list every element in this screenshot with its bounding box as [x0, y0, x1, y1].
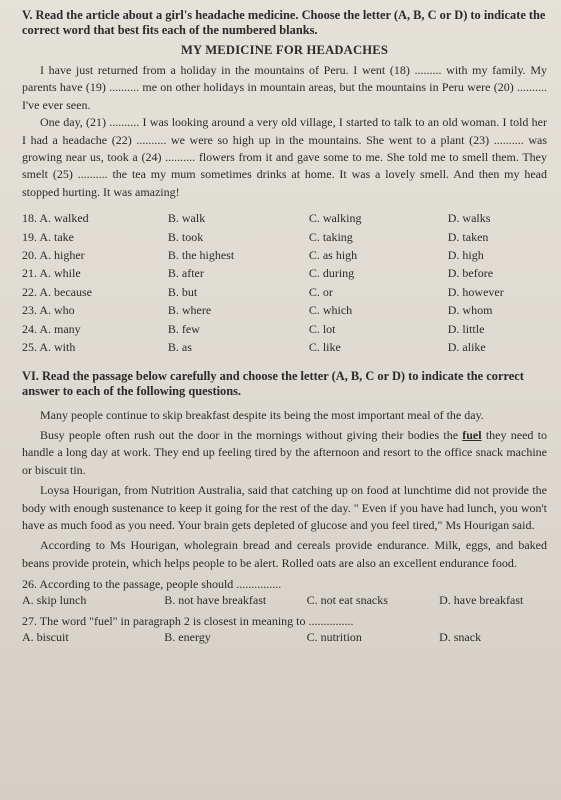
option-d[interactable]: D. taken: [447, 229, 489, 244]
option-a[interactable]: 21. A. while: [22, 266, 81, 281]
option-a[interactable]: 22. A. because: [22, 284, 92, 299]
passage-paragraph-4: According to Ms Hourigan, wholegrain bread and cereals provide endurance. Milk, eggs, and baked beans provide protein, which helps people to be alert. Rolled oats are also an excellent endurance food.: [22, 538, 547, 570]
option-b[interactable]: B. took: [167, 229, 204, 244]
option-row-18: [22, 209, 547, 227]
option-c[interactable]: C. as high: [308, 248, 358, 263]
option-row-25: [22, 338, 547, 356]
option-row-24: [22, 320, 547, 338]
option-row-19: [22, 228, 547, 246]
option-a[interactable]: 24. A. many: [22, 321, 81, 336]
option-c[interactable]: C. like: [308, 340, 341, 355]
section-5-instruction: V. Read the article about a girl's headache medicine. Choose the letter (A, B, C or D) to indicate the correct word that best fits each of the numbered blanks.: [22, 8, 546, 37]
option-c[interactable]: C. or: [308, 284, 333, 299]
option-b[interactable]: B. few: [167, 321, 200, 336]
option-a[interactable]: 18. A. walked: [22, 211, 89, 226]
option-d[interactable]: D. before: [447, 266, 494, 281]
passage-paragraph-2-start: Busy people often rush out the door in the mornings without giving their bodies the: [40, 427, 463, 442]
passage-paragraph-1: Many people continue to skip breakfast despite its being the most important meal of the day.: [40, 407, 484, 422]
option-row-22: [22, 283, 547, 301]
reading-passage: [22, 407, 547, 573]
option-row-23: [22, 301, 547, 319]
answer-d[interactable]: D. have breakfast: [439, 593, 524, 608]
underlined-word-fuel: fuel: [462, 427, 482, 442]
option-c[interactable]: C. taking: [308, 229, 353, 244]
option-a[interactable]: 25. A. with: [22, 340, 76, 355]
passage-paragraph-2-end: they need to handle a long day at work. They end up feeling tired by the afternoon and resort to the office snack machine or biscuit tin.: [22, 427, 547, 477]
answer-a[interactable]: A. biscuit: [22, 630, 69, 645]
option-b[interactable]: B. after: [167, 266, 204, 281]
option-d[interactable]: D. however: [447, 284, 504, 299]
answer-b[interactable]: B. energy: [164, 630, 211, 645]
question-26: 26. According to the passage, people should ...............: [22, 577, 282, 592]
question-26-answers: [22, 592, 547, 609]
answer-d[interactable]: D. snack: [439, 630, 482, 645]
article-title: MY MEDICINE FOR HEADACHES: [180, 43, 389, 57]
article-paragraph-2: One day, (21) .......... I was looking around a very old village, I started to talk to an old woman. I told her I had a headache (22) .......... we were so high up in the mountains. She went to a plant (23) .......... was growing near us, took a (24) .......... flowers from it and gave some to me. She told me to smell them. They smelt (25) .......... the tea my mum sometimes drinks at home. It was a lovely smell. And then my head stopped hurting. It was amazing!: [22, 115, 547, 199]
option-b[interactable]: B. but: [167, 284, 198, 299]
option-a[interactable]: 23. A. who: [22, 303, 75, 318]
option-row-21: [22, 264, 547, 282]
answer-c[interactable]: C. nutrition: [306, 630, 362, 645]
passage-paragraph-2: [22, 427, 547, 479]
option-b[interactable]: B. where: [167, 303, 212, 318]
option-a[interactable]: 19. A. take: [22, 229, 74, 244]
option-d[interactable]: D. alike: [447, 340, 486, 355]
option-c[interactable]: C. walking: [308, 211, 362, 226]
article-paragraph-1: I have just returned from a holiday in the mountains of Peru. I went (18) ......... with my family. My parents have (19) .......... me on other holidays in mountain areas, but the mountains in Peru were (20) .......... I've ever seen.: [22, 63, 547, 112]
option-c[interactable]: C. lot: [308, 321, 336, 336]
question-27: 27. The word "fuel" in paragraph 2 is closest in meaning to ...............: [22, 614, 354, 629]
answer-a[interactable]: A. skip lunch: [22, 593, 87, 608]
option-d[interactable]: D. high: [447, 248, 484, 263]
option-d[interactable]: D. walks: [447, 211, 491, 226]
option-row-20: [22, 246, 547, 264]
option-d[interactable]: D. whom: [447, 303, 493, 318]
option-c[interactable]: C. during: [308, 266, 355, 281]
passage-paragraph-3: Loysa Hourigan, from Nutrition Australia, said that catching up on food at lunchtime did not provide the body with enough sustenance to keep it going for the rest of the day. " Even if you have had lunch, you won't have as much food as you need. Your brain gets depleted of glucose and you feel tired," Ms Hourigan said.: [22, 483, 547, 532]
option-d[interactable]: D. little: [447, 321, 485, 336]
question-27-answers: [22, 629, 547, 646]
options-table: [22, 209, 547, 356]
answer-b[interactable]: B. not have breakfast: [164, 593, 267, 608]
section-6-instruction: VI. Read the passage below carefully and choose the letter (A, B, C or D) to indicate the correct answer to each of the following questions.: [22, 368, 524, 398]
answer-c[interactable]: C. not eat snacks: [306, 593, 388, 608]
option-a[interactable]: 20. A. higher: [22, 248, 85, 263]
option-c[interactable]: C. which: [308, 303, 353, 318]
option-b[interactable]: B. walk: [167, 211, 206, 226]
option-b[interactable]: B. the highest: [167, 248, 235, 263]
option-b[interactable]: B. as: [167, 340, 192, 355]
